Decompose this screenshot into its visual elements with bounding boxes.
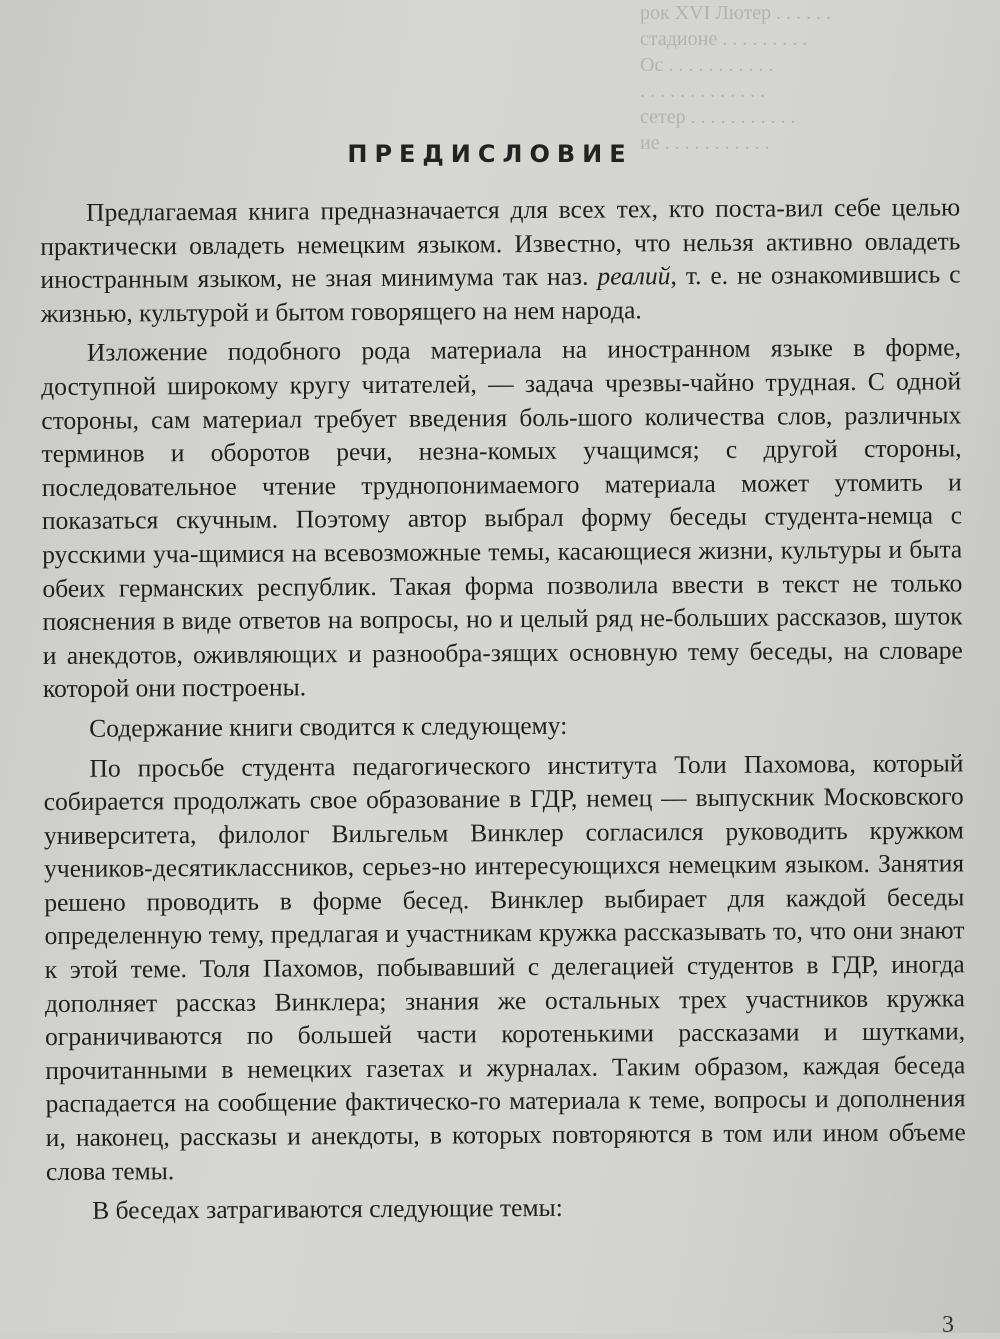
bleed-line: сетер . . . . . . . . . . . bbox=[640, 106, 796, 128]
paragraph-contents: По просьбе студента педагогического института Толи Пахомова, который собирается продолжать свое образование в ГДР, немец — выпускник Московского университета, филолог Вильгельм Винклер согласился руководить кружком учеников-десятиклассников, серьез-но интересующихся немецким языком. Занятия решено проводить в форме бесед. Винклер выбирает для каждой беседы определенную тему, предлагая и участникам кружка рассказывать то, что они знают к этой теме. Толя Пахомов, побывавший с делегацией студентов в ГДР, иногда дополняет рассказ Винклера; знания же остальных трех участников кружка ограничиваются по большей части коротенькими рассказами и шутками, прочитанными в немецких газетах и журналах. Таким образом, каждая беседа распадается на сообщение фактическо-го материала к теме, вопросы и дополнения и, наконец, рассказы и анекдоты, в которых повторяются в том или ином объеме слова темы. bbox=[43, 747, 966, 1186]
paragraph-contents-lead: Содержание книги сводится к следующему: bbox=[89, 710, 568, 743]
bleed-line: рок XVI Лютер . . . . . . bbox=[640, 2, 832, 24]
page-heading: ПРЕДИСЛОВИЕ bbox=[347, 140, 633, 168]
body-text bbox=[40, 190, 966, 1233]
paragraph-intro-start: Предлагаемая книга предназначается для всех тех, кто поста-вил себе целью практически овладеть немецким языком. Известно, что нельзя активно овладеть иностранным языком, не зная минимума так наз. bbox=[40, 192, 961, 295]
bleed-line: ие . . . . . . . . . . . bbox=[640, 132, 770, 154]
italic-term: реалий bbox=[597, 261, 671, 291]
bleed-line: стадионе . . . . . . . . . bbox=[640, 28, 808, 50]
paragraph-intro bbox=[40, 190, 961, 330]
paragraph-intro-end: , т. е. не ознакомившись с жизнью, культурой и бытом говорящего на нем народа. bbox=[40, 259, 961, 328]
paragraph-method: Изложение подобного рода материала на иностранном языке в форме, доступной широкому кругу читателей, — задача чрезвы-чайно трудная. С одной стороны, сам материал требует введения боль-шого количества слов, различных терминов и оборотов речи, незна-комых учащимся; с другой стороны, последовательное чтение труднопонимаемого материала может утомить и показаться скучным. Поэтому автор выбрал форму беседы студента-немца с русскими уча-щимися на всевозможные темы, касающиеся жизни, культуры и быта обеих германских республик. Такая форма позволила ввести в текст не только пояснения в виде ответов на вопросы, но и целый ряд не-больших рассказов, шуток и анекдотов, оживляющих и разнообра-зящих основную тему беседы, на словаре которой они построены. bbox=[41, 332, 963, 704]
bleed-line: . . . . . . . . . . . . . bbox=[640, 80, 765, 102]
page-number: 3 bbox=[942, 1312, 954, 1338]
bleed-line: Ос . . . . . . . . . . . bbox=[640, 54, 774, 76]
paragraph-topics-lead: В беседах затрагиваются следующие темы: bbox=[92, 1193, 563, 1225]
